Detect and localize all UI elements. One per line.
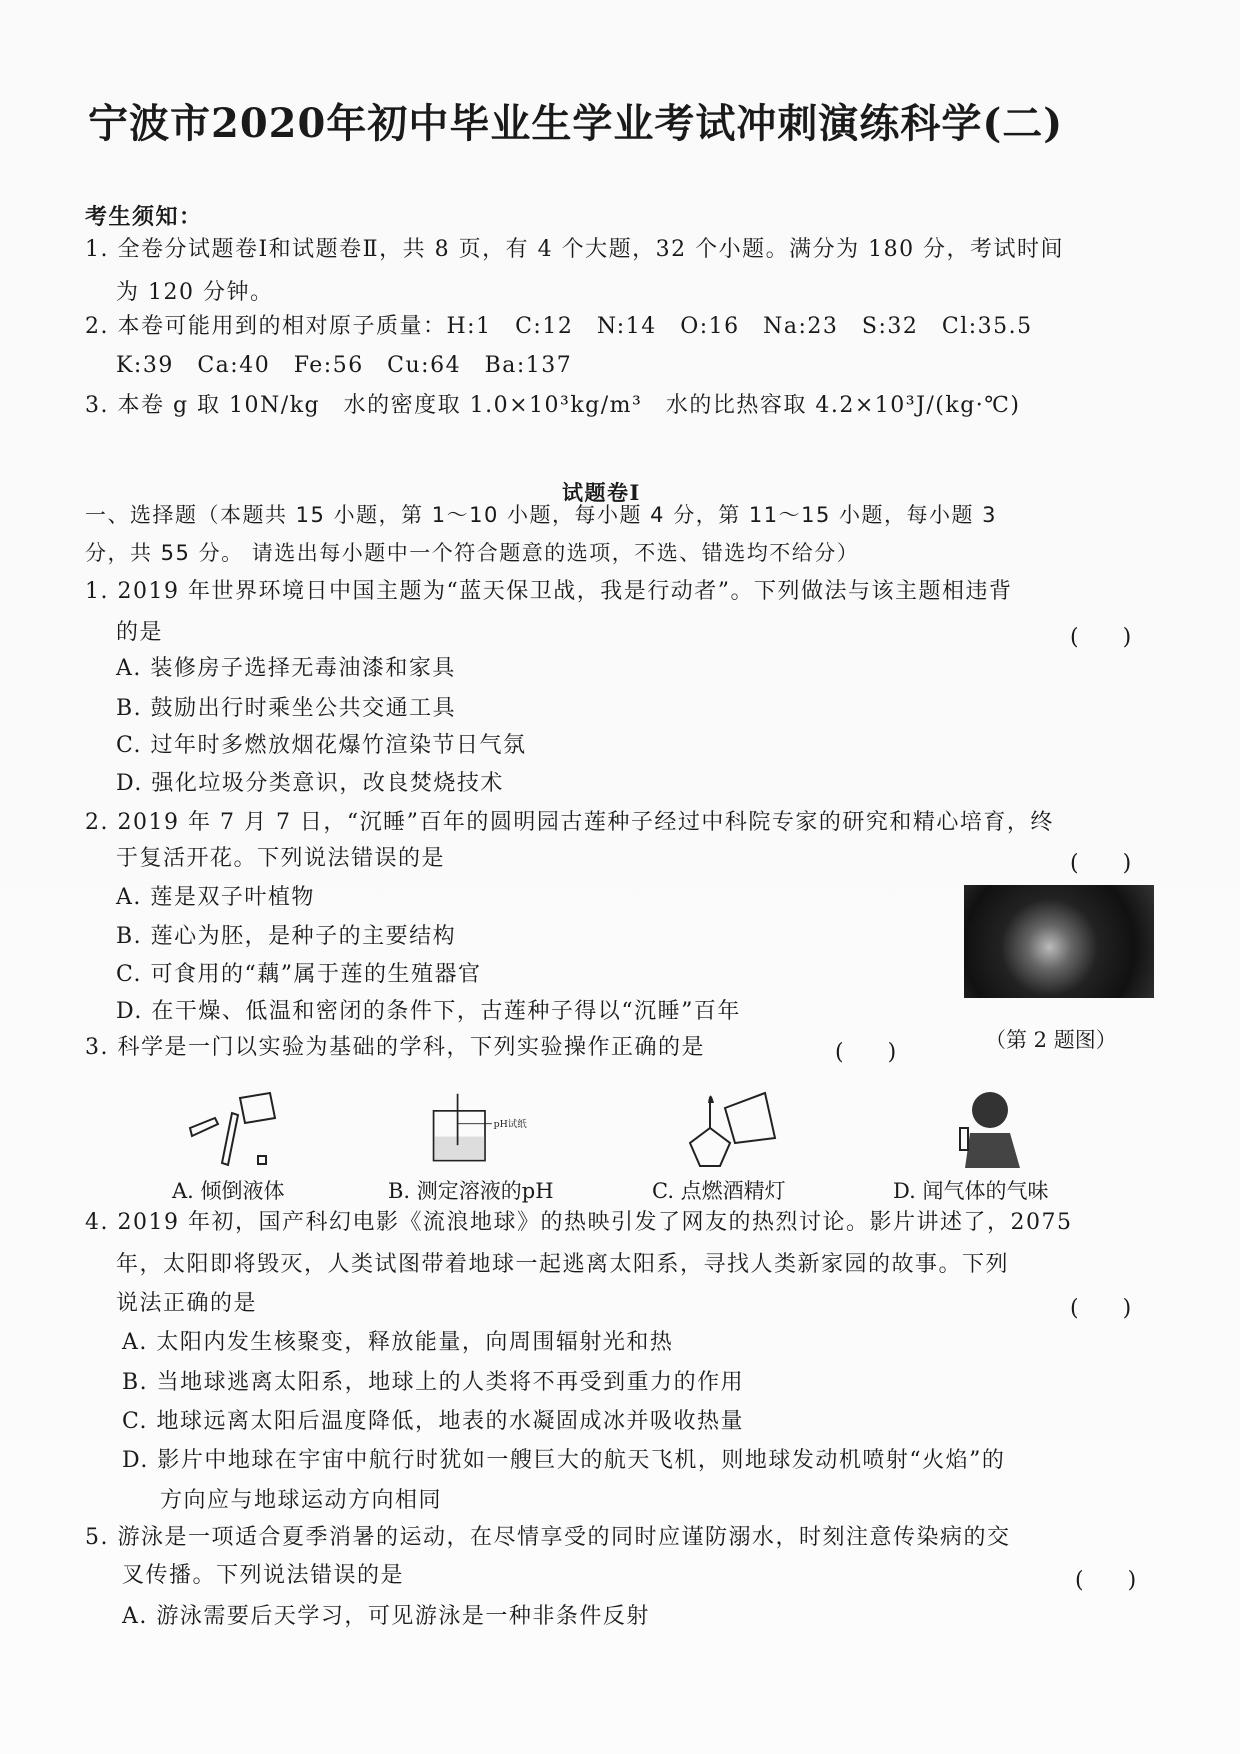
q4-answer-paren: ( ) xyxy=(1070,1296,1132,1321)
q2-option: D. 在干燥、低温和密闭的条件下，古莲种子得以“沉睡”百年 xyxy=(116,999,741,1024)
q5-stem: 5. 游泳是一项适合夏季消暑的运动，在尽情享受的同时应谨防溺水，时刻注意传染病的交 xyxy=(85,1525,1011,1550)
q4-option: B. 当地球逃离太阳系，地球上的人类将不再受到重力的作用 xyxy=(122,1370,745,1395)
notice-line: 为 120 分钟。 xyxy=(116,280,274,305)
page-title: 宁波市2020年初中毕业生学业考试冲刺演练科学(二) xyxy=(88,100,1064,147)
q4-stem: 说法正确的是 xyxy=(116,1291,258,1316)
q1-option: B. 鼓励出行时乘坐公共交通工具 xyxy=(116,696,457,721)
notice-line: K:39 Ca:40 Fe:56 Cu:64 Ba:137 xyxy=(116,353,573,378)
q4-option: D. 影片中地球在宇宙中航行时犹如一艘巨大的航天飞机，则地球发动机喷射“火焰”的 xyxy=(122,1448,1006,1473)
q1-option: D. 强化垃圾分类意识，改良焚烧技术 xyxy=(116,771,504,796)
q3-option-b: B. 测定溶液的pH xyxy=(388,1179,554,1203)
q4-stem: 4. 2019 年初，国产科幻电影《流浪地球》的热映引发了网友的热烈讨论。影片讲述了，2075 xyxy=(85,1210,1073,1235)
smell-gas-figure xyxy=(930,1088,1050,1168)
q4-option-cont: 方向应与地球运动方向相同 xyxy=(160,1488,443,1513)
q3-option-c: C. 点燃酒精灯 xyxy=(652,1179,786,1203)
q3-answer-paren: ( ) xyxy=(835,1040,897,1065)
q2-answer-paren: ( ) xyxy=(1070,851,1132,876)
q4-stem: 年，太阳即将毁灭，人类试图带着地球一起逃离太阳系，寻找人类新家园的故事。下列 xyxy=(116,1252,1010,1277)
ph-test-figure xyxy=(425,1088,545,1168)
q1-answer-paren: ( ) xyxy=(1070,625,1132,650)
q5-option: A. 游泳需要后天学习，可见游泳是一种非条件反射 xyxy=(122,1604,650,1629)
q4-option: C. 地球远离太阳后温度降低，地表的水凝固成冰并吸收热量 xyxy=(122,1409,745,1434)
q2-stem: 于复活开花。下列说法错误的是 xyxy=(116,846,446,871)
notice-line: 3. 本卷 g 取 10N/kg 水的密度取 1.0×10³kg/m³ 水的比热容取 4.2×10³J/(kg·℃) xyxy=(85,393,1021,418)
q2-figure-caption: （第 2 题图） xyxy=(985,1028,1117,1052)
q3-option-d: D. 闻气体的气味 xyxy=(893,1179,1049,1203)
notice-line: 2. 本卷可能用到的相对原子质量：H:1 C:12 N:14 O:16 Na:23 S:32 Cl:35.5 xyxy=(85,314,1033,339)
q3-stem: 3. 科学是一门以实验为基础的学科，下列实验操作正确的是 xyxy=(85,1035,705,1060)
part-heading: 分，共 55 分。 请选出每小题中一个符合题意的选项，不选、错选均不给分） xyxy=(85,541,860,565)
q1-stem: 的是 xyxy=(116,620,164,645)
lotus-photo xyxy=(964,885,1154,998)
part-heading: 一、选择题（本题共 15 小题，第 1～10 小题，每小题 4 分，第 11～15 小题，每小题 3 xyxy=(85,503,998,527)
q2-option: A. 莲是双子叶植物 xyxy=(116,885,315,910)
pour-liquid-figure xyxy=(170,1088,290,1168)
notice-heading: 考生须知： xyxy=(85,204,203,230)
q1-option: A. 装修房子选择无毒油漆和家具 xyxy=(116,656,456,681)
q2-option: C. 可食用的“藕”属于莲的生殖器官 xyxy=(116,962,482,987)
section-title: 试题卷Ⅰ xyxy=(562,480,641,505)
q5-stem: 叉传播。下列说法错误的是 xyxy=(122,1563,405,1588)
alcohol-lamp-figure xyxy=(680,1088,800,1168)
q1-option: C. 过年时多燃放烟花爆竹渲染节日气氛 xyxy=(116,733,527,758)
notice-line: 1. 全卷分试题卷Ⅰ和试题卷Ⅱ，共 8 页，有 4 个大题，32 个小题。满分为 180 分，考试时间 xyxy=(85,237,1065,262)
q1-stem: 1. 2019 年世界环境日中国主题为“蓝天保卫战，我是行动者”。下列做法与该主题相违背 xyxy=(85,579,1013,604)
ph-paper-label: pH试纸 xyxy=(493,1119,527,1131)
q3-option-a: A. 倾倒液体 xyxy=(172,1179,285,1203)
q2-stem: 2. 2019 年 7 月 7 日，“沉睡”百年的圆明园古莲种子经过中科院专家的研究和精心培育，终 xyxy=(85,810,1054,835)
q4-option: A. 太阳内发生核聚变，释放能量，向周围辐射光和热 xyxy=(122,1330,674,1355)
q2-option: B. 莲心为胚，是种子的主要结构 xyxy=(116,924,457,949)
q5-answer-paren: ( ) xyxy=(1075,1568,1137,1593)
